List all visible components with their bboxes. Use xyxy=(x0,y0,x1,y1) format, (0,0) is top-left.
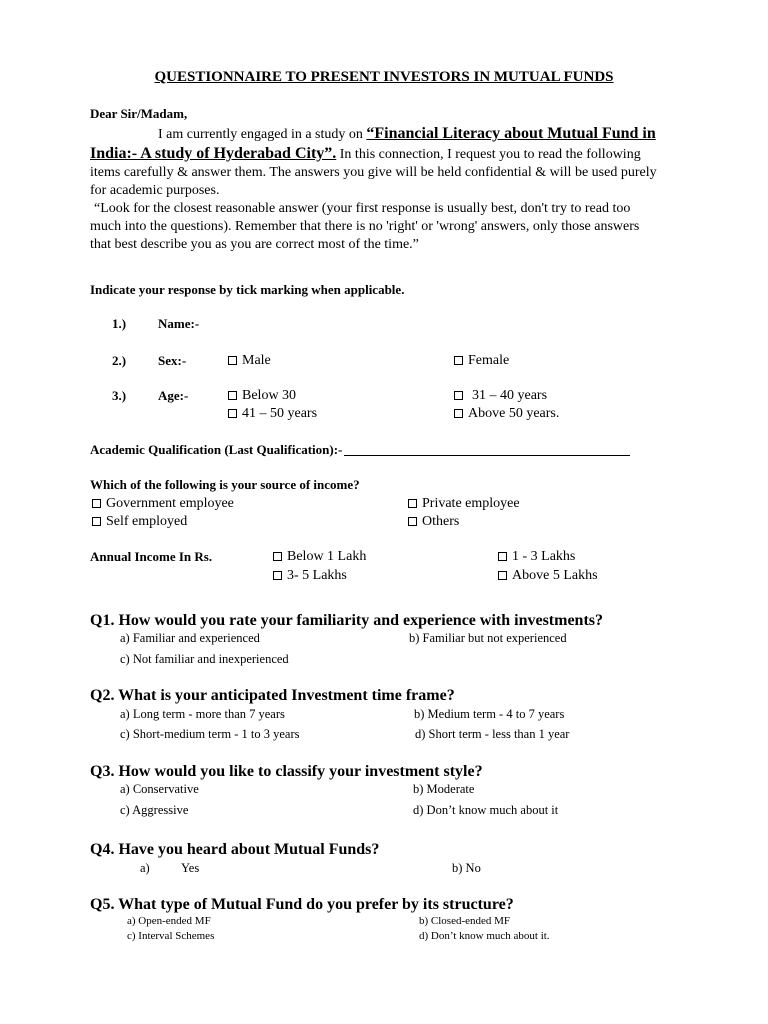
sex-label: Sex:- xyxy=(158,353,187,368)
age-option-31-40[interactable]: 31 – 40 years xyxy=(454,387,547,404)
intro-line-1 xyxy=(90,125,702,145)
question-2: Q2. What is your anticipated Investment time frame? xyxy=(90,687,455,704)
income-option-1-3-lakhs[interactable]: 1 - 3 Lakhs xyxy=(498,548,575,565)
academic-blank-line[interactable] xyxy=(344,443,630,456)
income-source-question: Which of the following is your source of income? xyxy=(90,477,360,492)
checkbox[interactable] xyxy=(273,552,282,561)
academic-qualification xyxy=(90,442,630,458)
income-option-above-5-lakhs[interactable]: Above 5 Lakhs xyxy=(498,567,598,584)
academic-label: Academic Qualification (Last Qualification):- xyxy=(90,442,343,457)
instruction: Indicate your response by tick marking when applicable. xyxy=(90,282,405,297)
item-number: 2.) xyxy=(112,353,127,368)
sex-option-female[interactable]: Female xyxy=(454,352,509,369)
checkbox[interactable] xyxy=(454,409,463,418)
answer-option[interactable]: a) Long term - more than 7 years xyxy=(120,707,285,721)
sex-option-male[interactable]: Male xyxy=(228,352,271,369)
answer-option[interactable]: a) Familiar and experienced xyxy=(120,631,260,645)
checkbox[interactable] xyxy=(498,571,507,580)
question-5: Q5. What type of Mutual Fund do you prefer by its structure? xyxy=(90,896,514,913)
question-1: Q1. How would you rate your familiarity and experience with investments? xyxy=(90,612,604,629)
answer-option[interactable]: c) Interval Schemes xyxy=(127,930,215,942)
checkbox[interactable] xyxy=(228,391,237,400)
answer-option[interactable]: a) Open-ended MF xyxy=(127,915,211,927)
answer-option[interactable]: d) Don’t know much about it xyxy=(413,803,559,817)
answer-option[interactable]: Yes xyxy=(181,861,200,875)
checkbox[interactable] xyxy=(408,499,417,508)
answer-option[interactable]: c) Short-medium term - 1 to 3 years xyxy=(120,727,300,741)
age-label: Age:- xyxy=(158,388,189,403)
checkbox[interactable] xyxy=(273,571,282,580)
income-option-below-1-lakh[interactable]: Below 1 Lakh xyxy=(273,548,366,565)
checkbox[interactable] xyxy=(454,391,463,400)
checkbox[interactable] xyxy=(454,356,463,365)
quote-paragraph xyxy=(90,200,702,254)
name-label: Name:- xyxy=(158,316,200,331)
answer-option[interactable]: a) Conservative xyxy=(120,782,199,796)
annual-income-label: Annual Income In Rs. xyxy=(90,549,213,564)
answer-option[interactable]: b) Medium term - 4 to 7 years xyxy=(414,707,565,721)
item-number: 1.) xyxy=(112,316,127,331)
intro-text: I am currently engaged in a study on xyxy=(158,127,367,142)
intro-text: In this connection, I request you to read the following xyxy=(336,147,641,162)
income-source-private[interactable]: Private employee xyxy=(408,495,520,512)
study-title-part-1: “Financial Literacy about Mutual Fund in xyxy=(366,125,656,142)
question-3: Q3. How would you like to classify your investment style? xyxy=(90,763,483,780)
income-source-self-employed[interactable]: Self employed xyxy=(92,513,187,530)
quote-line-2: much into the questions). Remember that there is no 'right' or 'wrong' answers, only those answers xyxy=(90,219,640,234)
checkbox[interactable] xyxy=(92,517,101,526)
answer-option[interactable]: b) Familiar but not experienced xyxy=(409,631,567,645)
answer-option[interactable]: c) Not familiar and inexperienced xyxy=(120,652,289,666)
checkbox[interactable] xyxy=(228,409,237,418)
quote-line-1: “Look for the closest reasonable answer (your first response is usually best, don't try to read too xyxy=(94,201,631,216)
answer-option[interactable]: d) Short term - less than 1 year xyxy=(415,727,570,741)
question-4: Q4. Have you heard about Mutual Funds? xyxy=(90,841,380,858)
intro-paragraph xyxy=(90,125,702,200)
checkbox[interactable] xyxy=(228,356,237,365)
intro-line-4: for academic purposes. xyxy=(90,183,220,198)
income-source-government[interactable]: Government employee xyxy=(92,495,234,512)
checkbox[interactable] xyxy=(498,552,507,561)
item-number: 3.) xyxy=(112,388,127,403)
age-option-below-30[interactable]: Below 30 xyxy=(228,387,296,404)
study-title-part-2: India:- A study of Hyderabad City”. xyxy=(90,145,337,162)
income-option-3-5-lakhs[interactable]: 3- 5 Lakhs xyxy=(273,567,347,584)
answer-option[interactable]: c) Aggressive xyxy=(120,803,189,817)
checkbox[interactable] xyxy=(408,517,417,526)
checkbox[interactable] xyxy=(92,499,101,508)
age-option-above-50[interactable]: Above 50 years. xyxy=(454,405,559,422)
intro-line-2 xyxy=(90,145,702,164)
answer-option[interactable]: b) Closed-ended MF xyxy=(419,915,511,927)
age-option-41-50[interactable]: 41 – 50 years xyxy=(228,405,317,422)
answer-option[interactable]: b) No xyxy=(452,861,481,875)
answer-option[interactable]: d) Don’t know much about it. xyxy=(419,930,550,942)
salutation: Dear Sir/Madam, xyxy=(90,106,188,121)
answer-option-label: a) xyxy=(140,861,150,875)
quote-line-3: that best describe you as you are correct most of the time.” xyxy=(90,237,419,252)
page-title: QUESTIONNAIRE TO PRESENT INVESTORS IN MUTUAL FUNDS xyxy=(154,69,614,85)
income-source-others[interactable]: Others xyxy=(408,513,459,530)
intro-line-3: items carefully & answer them. The answers you give will be held confidential & will be used purely xyxy=(90,165,657,180)
answer-option[interactable]: b) Moderate xyxy=(413,782,475,796)
